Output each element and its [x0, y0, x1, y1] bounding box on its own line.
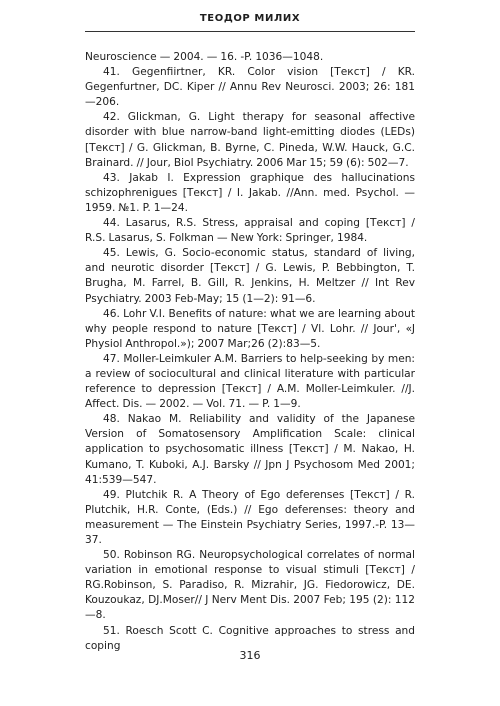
reference-list [85, 50, 415, 654]
page-number: 316 [239, 649, 261, 662]
reference-43: 43. Jakab I. Expression graphique des hallucinations schizophrenigues [Текст] / I. Jakab. //Ann. med. Psychol. — 1959. №1. P. 1—24. [85, 171, 415, 214]
reference-42: 42. Glickman, G. Light therapy for seasonal affective disorder with blue narrow-band light-emitting diodes (LEDs) [Текст] / G. Glickman, B. Byrne, C. Pineda, W.W. Hauck, G.C. Brainard. // Jour, Biol Psychiatry. 2006 Mar 15; 59 (6): 502—7. [85, 111, 415, 169]
reference-49: 49. Plutchik R. A Theory of Ego deferenses [Текст] / R. Plutchik, H.R. Conte, (Eds.) // Ego deferenses: theory and measurement — The Einstein Psychiatry Series, 1997.-P. 13—37. [85, 488, 415, 546]
header-rule [85, 31, 415, 32]
reference-44: 44. Lasarus, R.S. Stress, appraisal and coping [Текст] / R.S. Lasarus, S. Folkman — New York: Springer, 1984. [85, 217, 415, 245]
reference-41: 41. Gegenfiirtner, KR. Color vision [Текст] / KR. Gegenfurtner, DC. Kiper // Annu Rev Neurosci. 2003; 26: 181—206. [85, 66, 415, 109]
reference-45: 45. Lewis, G. Socio-economic status, standard of living, and neurotic disorder [Текст] / G. Lewis, P. Bebbington, T. Brugha, M. Farrel, B. Gill, R. Jenkins, H. Meltzer // Int Rev Psychiatry. 2003 Feb-May; 15 (1—2): 91—6. [85, 247, 415, 305]
reference-47: 47. Moller-Leimkuler A.M. Barriers to help-seeking by men: a review of sociocultural and clinical literature with particular reference to depression [Текст] / A.M. Moller-Leimkuler. //J. Affect. Dis. — 2002. — Vol. 71. — P. 1—9. [85, 352, 415, 411]
reference-48: 48. Nakao M. Reliability and validity of the Japanese Version of Somatosensory Amplification Scale: clinical application to psychosomatic illness [Текст] / M. Nakao, H. Kumano, T. Kuboki, A.J. Barsky // Jpn J Psychosom Med 2001; 41:539—547. [85, 413, 415, 486]
continuation-line: Neuroscience — 2004. — 16. -P. 1036—1048. [85, 51, 324, 63]
running-header: ТЕОДОР МИЛИХ [199, 13, 301, 24]
reference-50: 50. Robinson RG. Neuropsychological correlates of normal variation in emotional response to visual stimuli [Текст] / RG.Robinson, S. Paradiso, R. Mizrahir, JG. Fiedorowicz, DE. Kouzoukaz, DJ.Moser// J Nerv Ment Dis. 2007 Feb; 195 (2): 112—8. [85, 549, 415, 622]
reference-46: 46. Lohr V.I. Benefits of nature: what we are learning about why people respond to nature [Текст] / Vl. Lohr. // Jour', «J Physiol Anthropol.»); 2007 Mar;26 (2):83—5. [85, 307, 415, 350]
reference-51: 51. Roesch Scott C. Cognitive approaches to stress and coping [85, 624, 415, 652]
